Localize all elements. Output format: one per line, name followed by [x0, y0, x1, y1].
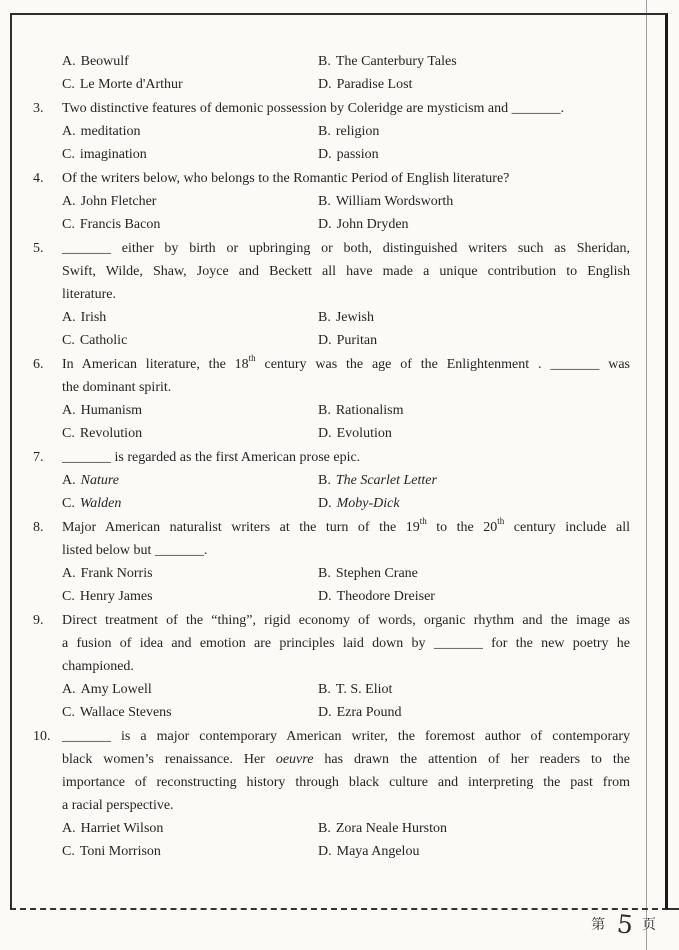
page-footer-suffix: 页 [642, 918, 658, 933]
answer-option-c [62, 492, 318, 515]
question-number: 5. [33, 241, 44, 256]
stem-text: literature. [62, 287, 117, 302]
stem-text: a fusion of idea and emotion are principles laid down by _______ for the new poetry he [62, 636, 630, 651]
option-text: meditation [80, 124, 141, 139]
option-label: B. [318, 821, 331, 836]
option-label: B. [318, 473, 331, 488]
superscript-text: th [419, 516, 427, 527]
option-label: D. [318, 147, 332, 162]
option-text: Francis Bacon [79, 217, 161, 232]
answer-option-a [62, 817, 318, 840]
option-text: T. S. Eliot [335, 682, 393, 697]
question [33, 609, 630, 724]
option-label: C. [62, 589, 75, 604]
option-text: Harriet Wilson [80, 821, 164, 836]
option-text: John Fletcher [80, 194, 157, 209]
option-label: C. [62, 147, 75, 162]
option-label: B. [318, 566, 331, 581]
question-stem-line [62, 446, 630, 469]
option-label: B. [318, 403, 331, 418]
option-text: Catholic [79, 333, 128, 348]
answer-option-c [62, 213, 318, 236]
option-text: Walden [79, 496, 122, 511]
answer-option-b [318, 190, 630, 213]
option-text: Puritan [336, 333, 378, 348]
answer-option-a [62, 469, 318, 492]
option-text: Moby-Dick [336, 496, 400, 511]
option-label: D. [318, 705, 332, 720]
page-number: 5 [615, 909, 635, 940]
option-label: C. [62, 77, 75, 92]
option-label: D. [318, 77, 332, 92]
stem-text: Swift, Wilde, Shaw, Joyce and Beckett all have made a unique contribution to English [62, 264, 630, 279]
answer-option-b [318, 50, 630, 73]
answer-option-b [318, 678, 630, 701]
options-grid [62, 678, 630, 724]
option-label: C. [62, 844, 75, 859]
option-label: A. [62, 310, 76, 325]
option-text: Maya Angelou [336, 844, 420, 859]
answer-option-b [318, 562, 630, 585]
stem-text: listed below but _______. [62, 543, 208, 558]
option-text: Jewish [335, 310, 374, 325]
answer-option-a [62, 50, 318, 73]
option-label: C. [62, 333, 75, 348]
options-grid [62, 306, 630, 352]
answer-option-a [62, 190, 318, 213]
question-number: 9. [33, 613, 44, 628]
question [33, 725, 630, 863]
option-text: imagination [79, 147, 147, 162]
question-body [62, 516, 630, 608]
question-number: 4. [33, 171, 44, 186]
options-grid [62, 190, 630, 236]
question-stem-line [62, 260, 630, 283]
option-text: Amy Lowell [80, 682, 152, 697]
question-stem-line [62, 167, 630, 190]
option-text: The Scarlet Letter [335, 473, 437, 488]
answer-option-b [318, 120, 630, 143]
question-number [33, 50, 62, 96]
answer-option-b [318, 817, 630, 840]
answer-option-d [318, 422, 630, 445]
answer-option-a [62, 678, 318, 701]
answer-option-c [62, 585, 318, 608]
option-text: Frank Norris [80, 566, 153, 581]
question-stem-line [62, 237, 630, 260]
question-list [33, 50, 630, 864]
stem-text: oeuvre [275, 752, 314, 767]
option-label: A. [62, 403, 76, 418]
option-text: Toni Morrison [79, 844, 161, 859]
option-text: Evolution [336, 426, 392, 441]
options-grid [62, 817, 630, 863]
question [33, 167, 630, 236]
question-body [62, 237, 630, 352]
question [33, 353, 630, 445]
stem-text: Of the writers below, who belongs to the Romantic Period of English literature? [62, 171, 510, 186]
superscript-text: th [248, 353, 256, 364]
option-label: B. [318, 54, 331, 69]
question-body [62, 353, 630, 445]
option-label: D. [318, 844, 332, 859]
option-label: B. [318, 194, 331, 209]
option-text: John Dryden [336, 217, 409, 232]
question-body [62, 50, 630, 96]
option-label: B. [318, 682, 331, 697]
option-text: Beowulf [80, 54, 129, 69]
options-grid [62, 399, 630, 445]
stem-text: century was the age of the Enlightenment . _______ was [255, 357, 631, 372]
option-text: Zora Neale Hurston [335, 821, 448, 836]
answer-option-c [62, 422, 318, 445]
answer-option-a [62, 120, 318, 143]
option-text: Paradise Lost [336, 77, 413, 92]
answer-option-d [318, 840, 630, 863]
options-grid [62, 120, 630, 166]
answer-option-c [62, 701, 318, 724]
question-body [62, 446, 630, 515]
question-number: 8. [33, 520, 44, 535]
option-label: A. [62, 194, 76, 209]
question-stem-line [62, 97, 630, 120]
option-text: passion [336, 147, 379, 162]
option-text: Rationalism [335, 403, 404, 418]
option-text: Ezra Pound [336, 705, 402, 720]
option-label: C. [62, 705, 75, 720]
option-text: Theodore Dreiser [336, 589, 435, 604]
option-text: Stephen Crane [335, 566, 418, 581]
answer-option-c [62, 840, 318, 863]
options-grid [62, 562, 630, 608]
answer-option-d [318, 492, 630, 515]
stem-text: to the 20 [426, 520, 498, 535]
option-label: C. [62, 496, 75, 511]
stem-text: a racial perspective. [62, 798, 174, 813]
stem-text: has drawn the attention of her readers to the [313, 752, 631, 767]
option-label: D. [318, 589, 332, 604]
answer-option-c [62, 329, 318, 352]
stem-text: championed. [62, 659, 134, 674]
option-label: A. [62, 473, 76, 488]
option-text: Irish [80, 310, 107, 325]
question-body [62, 167, 630, 236]
option-text: Revolution [79, 426, 143, 441]
option-label: A. [62, 566, 76, 581]
option-label: A. [62, 124, 76, 139]
question-number: 6. [33, 357, 44, 372]
question-stem-line [62, 632, 630, 655]
stem-text: importance of reconstructing history through black culture and interpreting the past from [62, 775, 630, 790]
scan-fold-line [646, 0, 647, 950]
option-label: A. [62, 682, 76, 697]
question-stem-line [62, 353, 630, 376]
stem-text: _______ either by birth or upbringing or both, distinguished writers such as Sheridan, [62, 241, 630, 256]
answer-option-a [62, 562, 318, 585]
question-stem-line [62, 771, 630, 794]
option-text: Wallace Stevens [79, 705, 172, 720]
question-number: 10. [33, 729, 51, 744]
question-stem-line [62, 725, 630, 748]
question-stem-line [62, 609, 630, 632]
stem-text: Major American naturalist writers at the turn of the 19 [62, 520, 420, 535]
stem-text: _______ is a major contemporary American writer, the foremost author of contemporary [62, 729, 630, 744]
stem-text: Two distinctive features of demonic possession by Coleridge are mysticism and _______. [62, 101, 565, 116]
answer-option-d [318, 701, 630, 724]
answer-option-b [318, 469, 630, 492]
question [33, 50, 630, 96]
answer-option-d [318, 143, 630, 166]
question-stem-line [62, 539, 630, 562]
stem-text: Direct treatment of the “thing”, rigid economy of words, organic rhythm and the image as [62, 613, 630, 628]
stem-text: century include all [504, 520, 630, 535]
answer-option-d [318, 585, 630, 608]
answer-option-b [318, 306, 630, 329]
option-text: Le Morte d'Arthur [79, 77, 183, 92]
question-stem-line [62, 516, 630, 539]
option-label: B. [318, 124, 331, 139]
answer-option-d [318, 73, 630, 96]
option-text: William Wordsworth [335, 194, 454, 209]
answer-option-a [62, 399, 318, 422]
question-stem-line [62, 283, 630, 306]
option-label: D. [318, 496, 332, 511]
option-text: religion [335, 124, 380, 139]
answer-option-a [62, 306, 318, 329]
question-number: 3. [33, 101, 44, 116]
option-text: Henry James [79, 589, 153, 604]
page-footer-prefix: 第 [591, 918, 608, 933]
options-grid [62, 469, 630, 515]
question [33, 516, 630, 608]
answer-option-b [318, 399, 630, 422]
question-stem-line [62, 376, 630, 399]
option-text: Humanism [80, 403, 143, 418]
option-label: C. [62, 426, 75, 441]
question-stem-line [62, 794, 630, 817]
option-label: B. [318, 310, 331, 325]
option-label: D. [318, 426, 332, 441]
option-label: A. [62, 821, 76, 836]
option-text: Nature [80, 473, 119, 488]
question [33, 446, 630, 515]
page-border-dash-extension [668, 908, 679, 910]
answer-option-c [62, 73, 318, 96]
stem-text: _______ is regarded as the first American prose epic. [62, 450, 361, 465]
question [33, 237, 630, 352]
question-stem-line [62, 655, 630, 678]
question [33, 97, 630, 166]
question-body [62, 97, 630, 166]
page-footer [0, 909, 658, 940]
option-label: D. [318, 217, 332, 232]
answer-option-d [318, 329, 630, 352]
superscript-text: th [497, 516, 505, 527]
stem-text: In American literature, the 18 [62, 357, 249, 372]
question-body [62, 609, 630, 724]
options-grid [62, 50, 630, 96]
option-label: A. [62, 54, 76, 69]
option-text: The Canterbury Tales [335, 54, 457, 69]
answer-option-c [62, 143, 318, 166]
stem-text: the dominant spirit. [62, 380, 172, 395]
answer-option-d [318, 213, 630, 236]
question-body [62, 725, 630, 863]
option-label: D. [318, 333, 332, 348]
question-number: 7. [33, 450, 44, 465]
option-label: C. [62, 217, 75, 232]
question-stem-line [62, 748, 630, 771]
stem-text: black women’s renaissance. Her [62, 752, 276, 767]
